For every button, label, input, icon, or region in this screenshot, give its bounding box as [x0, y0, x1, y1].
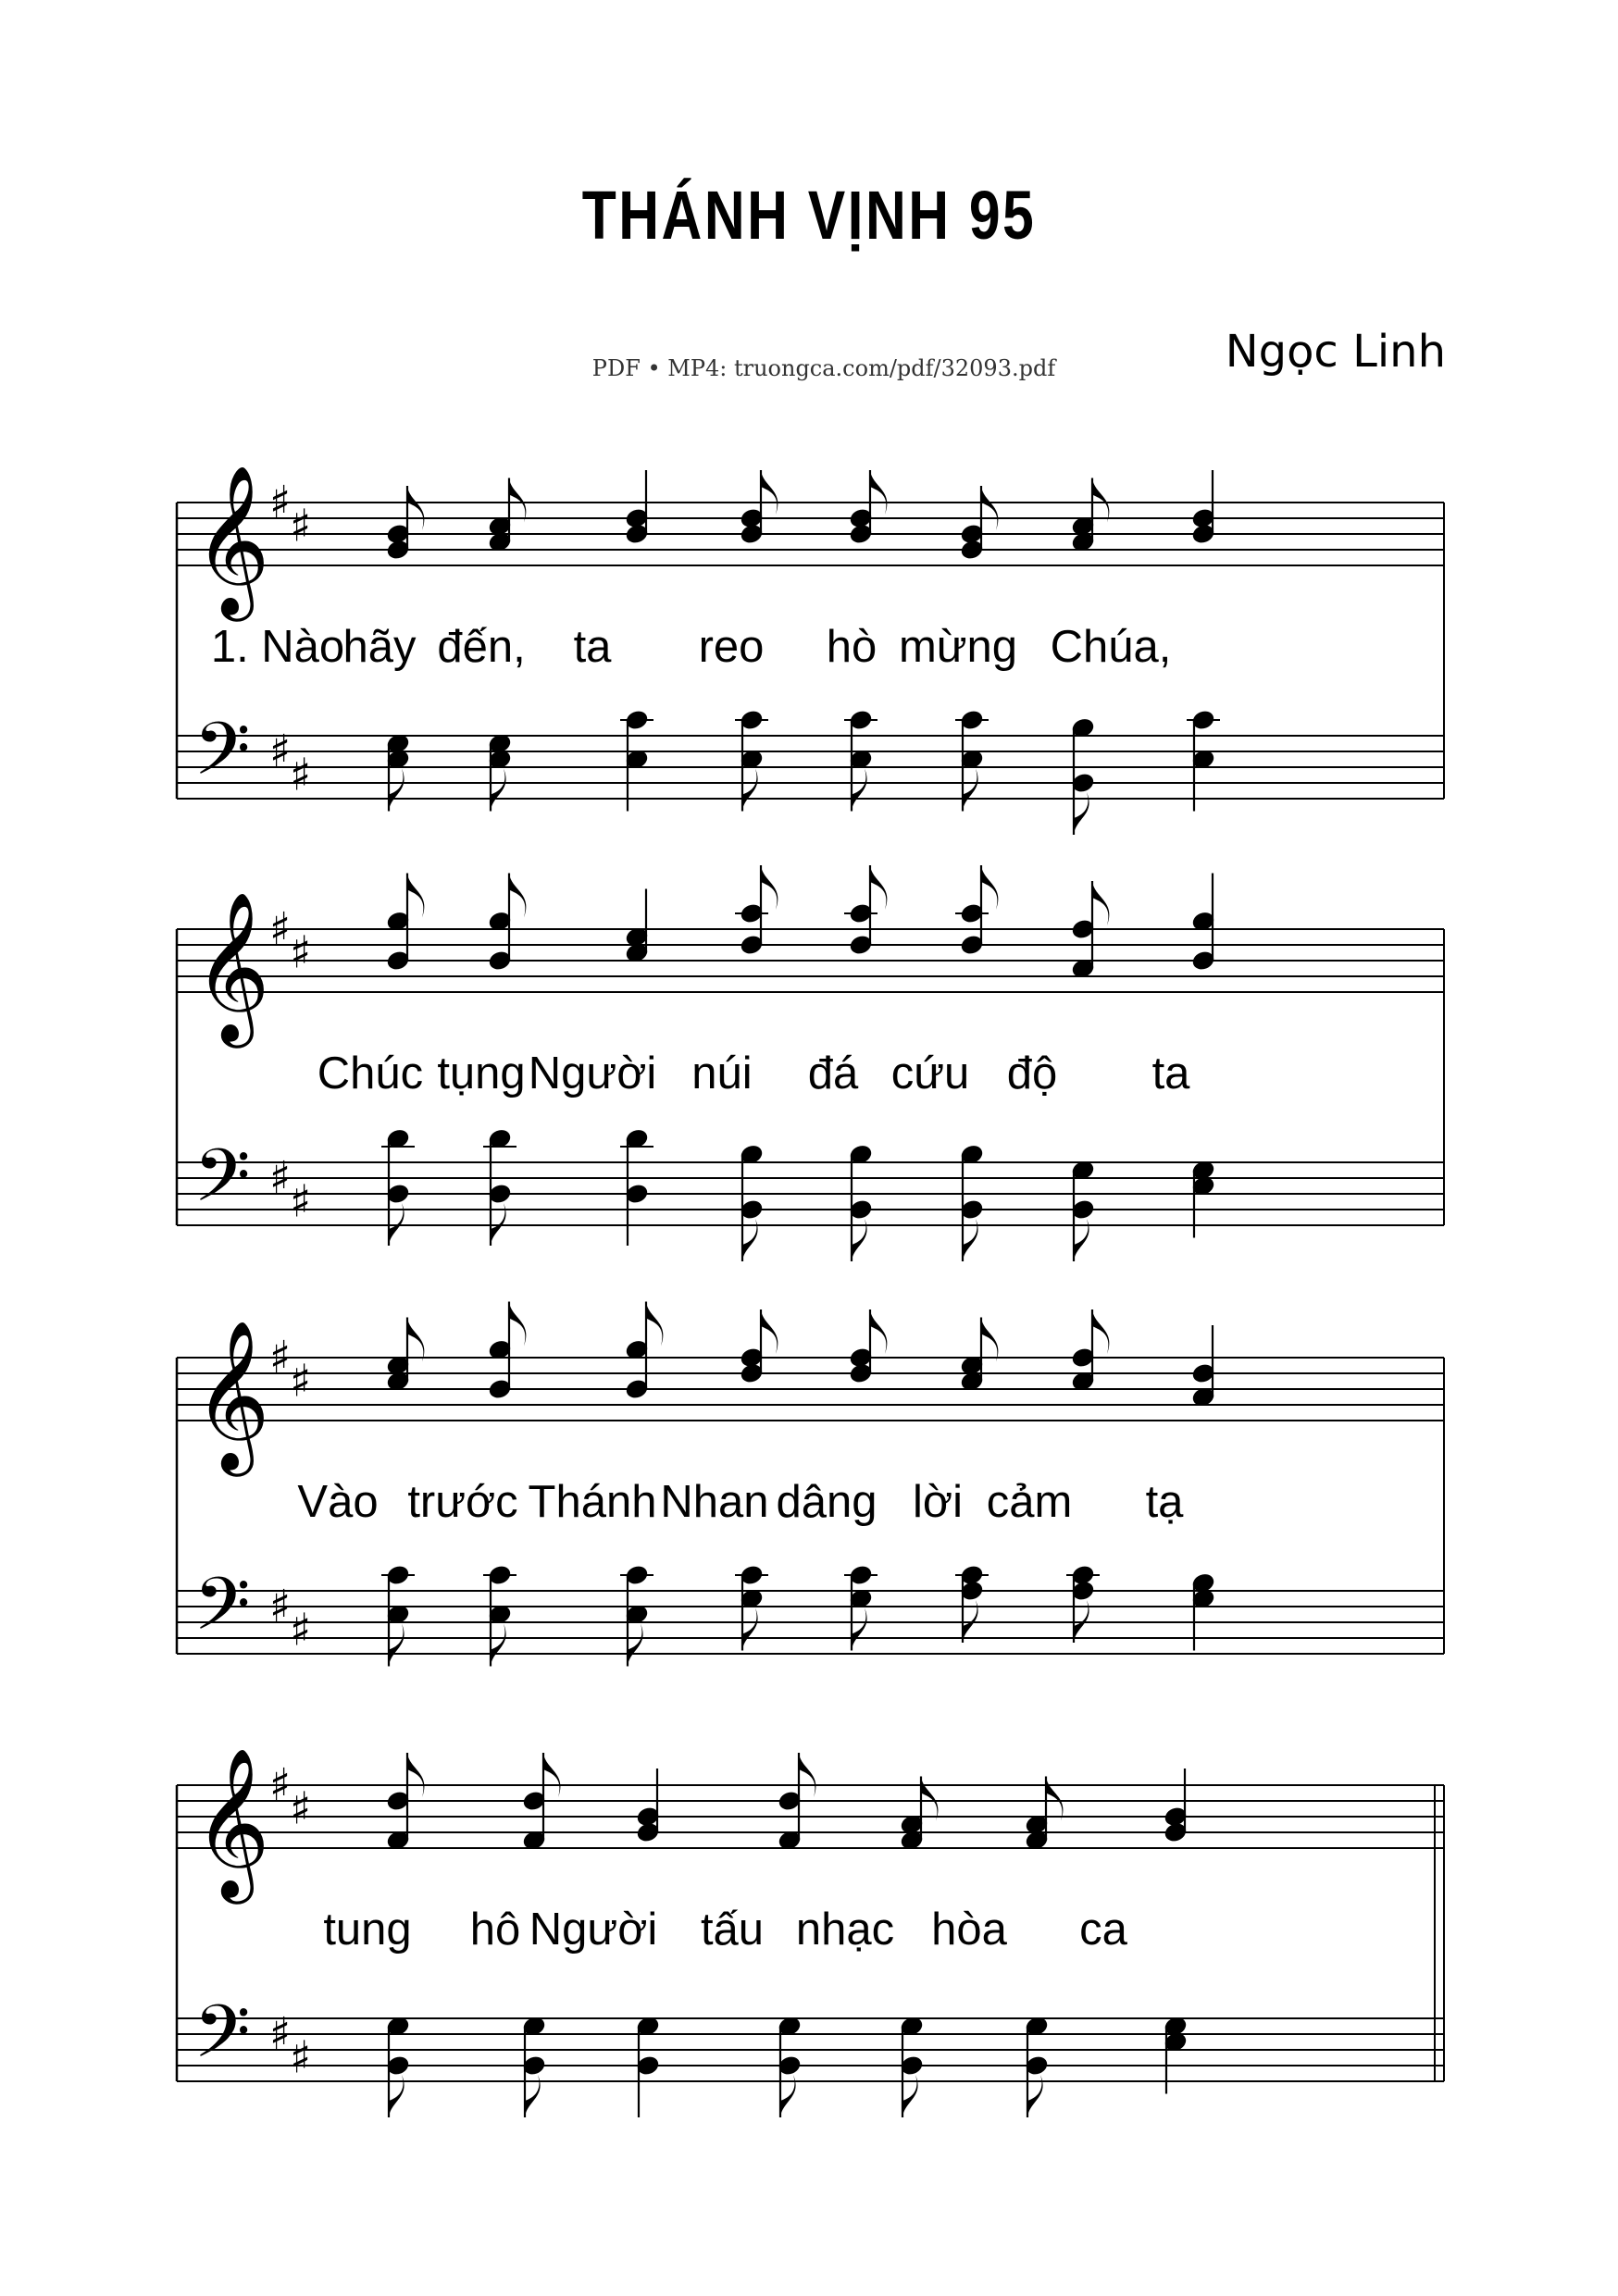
lyric-word: lời — [913, 1477, 963, 1527]
bass-note — [955, 1565, 989, 1643]
flag — [491, 769, 506, 812]
sharp-icon: ♯ — [290, 2031, 312, 2084]
flag — [799, 1753, 815, 1797]
bass-note — [620, 710, 653, 812]
bass-note — [483, 1128, 517, 1246]
bass-note — [1187, 710, 1220, 812]
sharp-icon: ♯ — [269, 2008, 292, 2060]
flag — [981, 865, 998, 910]
lyric-word: Người — [528, 1049, 657, 1098]
lyric-word: Vào — [297, 1477, 379, 1527]
treble-note — [625, 470, 648, 544]
treble-note — [735, 865, 778, 955]
source-link[interactable]: PDF • MP4: truongca.com/pdf/32093.pdf — [591, 355, 1056, 381]
treble-clef-icon: 𝄞 — [193, 1320, 270, 1471]
treble-note — [488, 478, 526, 552]
bass-note — [844, 710, 877, 812]
flag — [389, 1624, 404, 1667]
flag — [646, 1302, 663, 1347]
bass-clef-icon: 𝄢 — [193, 1561, 251, 1665]
flag — [491, 1624, 506, 1667]
sharp-icon: ♯ — [269, 1152, 292, 1204]
treble-note — [1191, 874, 1214, 972]
bass-note — [381, 1565, 415, 1667]
sharp-icon: ♯ — [290, 500, 312, 552]
treble-note — [960, 1318, 998, 1392]
lyric-word: đến, — [437, 622, 526, 672]
bass-clef-icon: 𝄢 — [193, 706, 251, 810]
lyric-word: ta — [573, 622, 612, 672]
lyric-word: tụng — [437, 1049, 526, 1098]
system-4 — [177, 1747, 1444, 2117]
bass-note — [620, 1565, 653, 1667]
sharp-icon: ♯ — [290, 1355, 312, 1408]
flag — [407, 1318, 424, 1362]
lyric-word: độ — [1006, 1049, 1058, 1098]
lyric-word: Chúa, — [1050, 622, 1172, 672]
sharp-icon: ♯ — [269, 1332, 292, 1384]
lyric-word: hô — [469, 1905, 521, 1955]
treble-staff — [177, 926, 1444, 992]
treble-note — [386, 1318, 424, 1392]
sharp-icon: ♯ — [290, 749, 312, 801]
bass-note — [955, 710, 989, 812]
bass-staff — [177, 2018, 1444, 2081]
lyric-word: trước — [407, 1477, 518, 1527]
lyric-word: tung — [323, 1905, 412, 1955]
flag — [981, 486, 998, 530]
bass-staff — [177, 1162, 1444, 1225]
flag — [761, 1309, 778, 1354]
lyric-word: cảm — [986, 1477, 1073, 1527]
bass-note — [735, 710, 768, 812]
lyric-word: đá — [807, 1049, 859, 1098]
lyric-word: Người — [529, 1905, 658, 1955]
flag — [407, 1753, 424, 1797]
treble-clef-icon: 𝄞 — [193, 465, 270, 615]
flag — [852, 769, 867, 812]
flag — [921, 1777, 938, 1821]
lyric-word: cứu — [890, 1049, 970, 1098]
treble-note — [1025, 1777, 1063, 1851]
flag — [761, 865, 778, 910]
sharp-icon: ♯ — [290, 926, 312, 979]
treble-note — [955, 865, 998, 955]
flag — [543, 1753, 560, 1797]
flag — [963, 769, 978, 812]
lyric-word: mừng — [898, 622, 1018, 672]
lyric-word: Chúc — [317, 1049, 424, 1098]
flag — [742, 1608, 758, 1651]
bass-note — [778, 2016, 801, 2117]
lyric-word: hãy — [342, 622, 417, 672]
treble-note — [488, 1302, 526, 1400]
lyric-word: tạ — [1145, 1477, 1184, 1527]
treble-note — [625, 1302, 663, 1400]
page-title: THÁNH VỊNH 95 — [581, 177, 1037, 254]
treble-staff — [177, 1782, 1444, 1848]
flag — [509, 874, 526, 918]
bass-note — [1066, 1565, 1100, 1643]
bass-clef-icon: 𝄢 — [193, 1133, 251, 1236]
sharp-icon: ♯ — [269, 477, 292, 528]
sharp-icon: ♯ — [290, 1604, 312, 1657]
treble-clef-icon: 𝄞 — [193, 1747, 270, 1898]
bass-note — [483, 1565, 517, 1667]
lyric-word: dâng — [776, 1477, 877, 1527]
lyric-word: hò — [826, 622, 877, 672]
bass-note — [386, 2016, 409, 2117]
treble-note — [625, 889, 648, 963]
treble-note — [900, 1777, 938, 1851]
sharp-icon: ♯ — [269, 1581, 292, 1632]
lyric-word: tấu — [700, 1905, 765, 1955]
bass-note — [636, 2016, 659, 2117]
treble-clef-icon: 𝄞 — [193, 891, 270, 1042]
bass-note — [522, 2016, 545, 2117]
flag — [1092, 1309, 1109, 1354]
flag — [852, 1608, 867, 1651]
flag — [761, 470, 778, 515]
lyric-word: núi — [691, 1049, 753, 1098]
lyric-word: Thánh — [528, 1477, 657, 1527]
sharp-icon: ♯ — [290, 1782, 312, 1835]
bass-staff — [177, 1591, 1444, 1654]
bass-note — [1025, 2016, 1048, 2117]
lyric-word: 1. Nào — [210, 622, 345, 672]
treble-note — [844, 865, 887, 955]
sharp-icon: ♯ — [269, 903, 292, 955]
treble-note — [1191, 470, 1214, 544]
bass-note — [381, 1128, 415, 1246]
composer-name: Ngọc Linh — [1225, 326, 1446, 378]
system-1 — [177, 465, 1444, 835]
lyric-word: Nhan — [660, 1477, 769, 1527]
lyric-word: reo — [698, 622, 765, 672]
treble-note — [488, 874, 526, 972]
treble-staff — [177, 500, 1444, 565]
treble-note — [1071, 478, 1109, 552]
flag — [509, 1302, 526, 1347]
flag — [407, 486, 424, 530]
bass-staff — [177, 736, 1444, 799]
flag — [1092, 478, 1109, 523]
lyric-word: ca — [1079, 1905, 1127, 1955]
flag — [870, 470, 887, 515]
treble-note — [1191, 1325, 1214, 1408]
flag — [1046, 1777, 1063, 1821]
flag — [870, 865, 887, 910]
sharp-icon: ♯ — [269, 726, 292, 777]
flag — [981, 1318, 998, 1362]
treble-note — [386, 874, 424, 972]
bass-note — [900, 2016, 923, 2117]
system-3 — [177, 1302, 1444, 1667]
lyric-word: nhạc — [795, 1905, 895, 1955]
treble-note — [1071, 1309, 1109, 1392]
flag — [389, 769, 404, 812]
treble-staff — [177, 1355, 1444, 1421]
flag — [407, 874, 424, 918]
lyric-word: ta — [1151, 1049, 1190, 1098]
flag — [509, 478, 526, 523]
lyric-word: hòa — [931, 1905, 1007, 1955]
flag — [742, 769, 758, 812]
sharp-icon: ♯ — [269, 1759, 292, 1811]
bass-note — [620, 1128, 653, 1246]
bass-clef-icon: 𝄢 — [193, 1989, 251, 2092]
treble-note — [636, 1769, 659, 1843]
bass-note — [1071, 1160, 1094, 1261]
treble-note — [1164, 1769, 1187, 1843]
sharp-icon: ♯ — [290, 1175, 312, 1228]
flag — [870, 1309, 887, 1354]
flag — [1092, 881, 1109, 925]
flag — [628, 1624, 643, 1667]
system-2 — [177, 865, 1444, 1261]
